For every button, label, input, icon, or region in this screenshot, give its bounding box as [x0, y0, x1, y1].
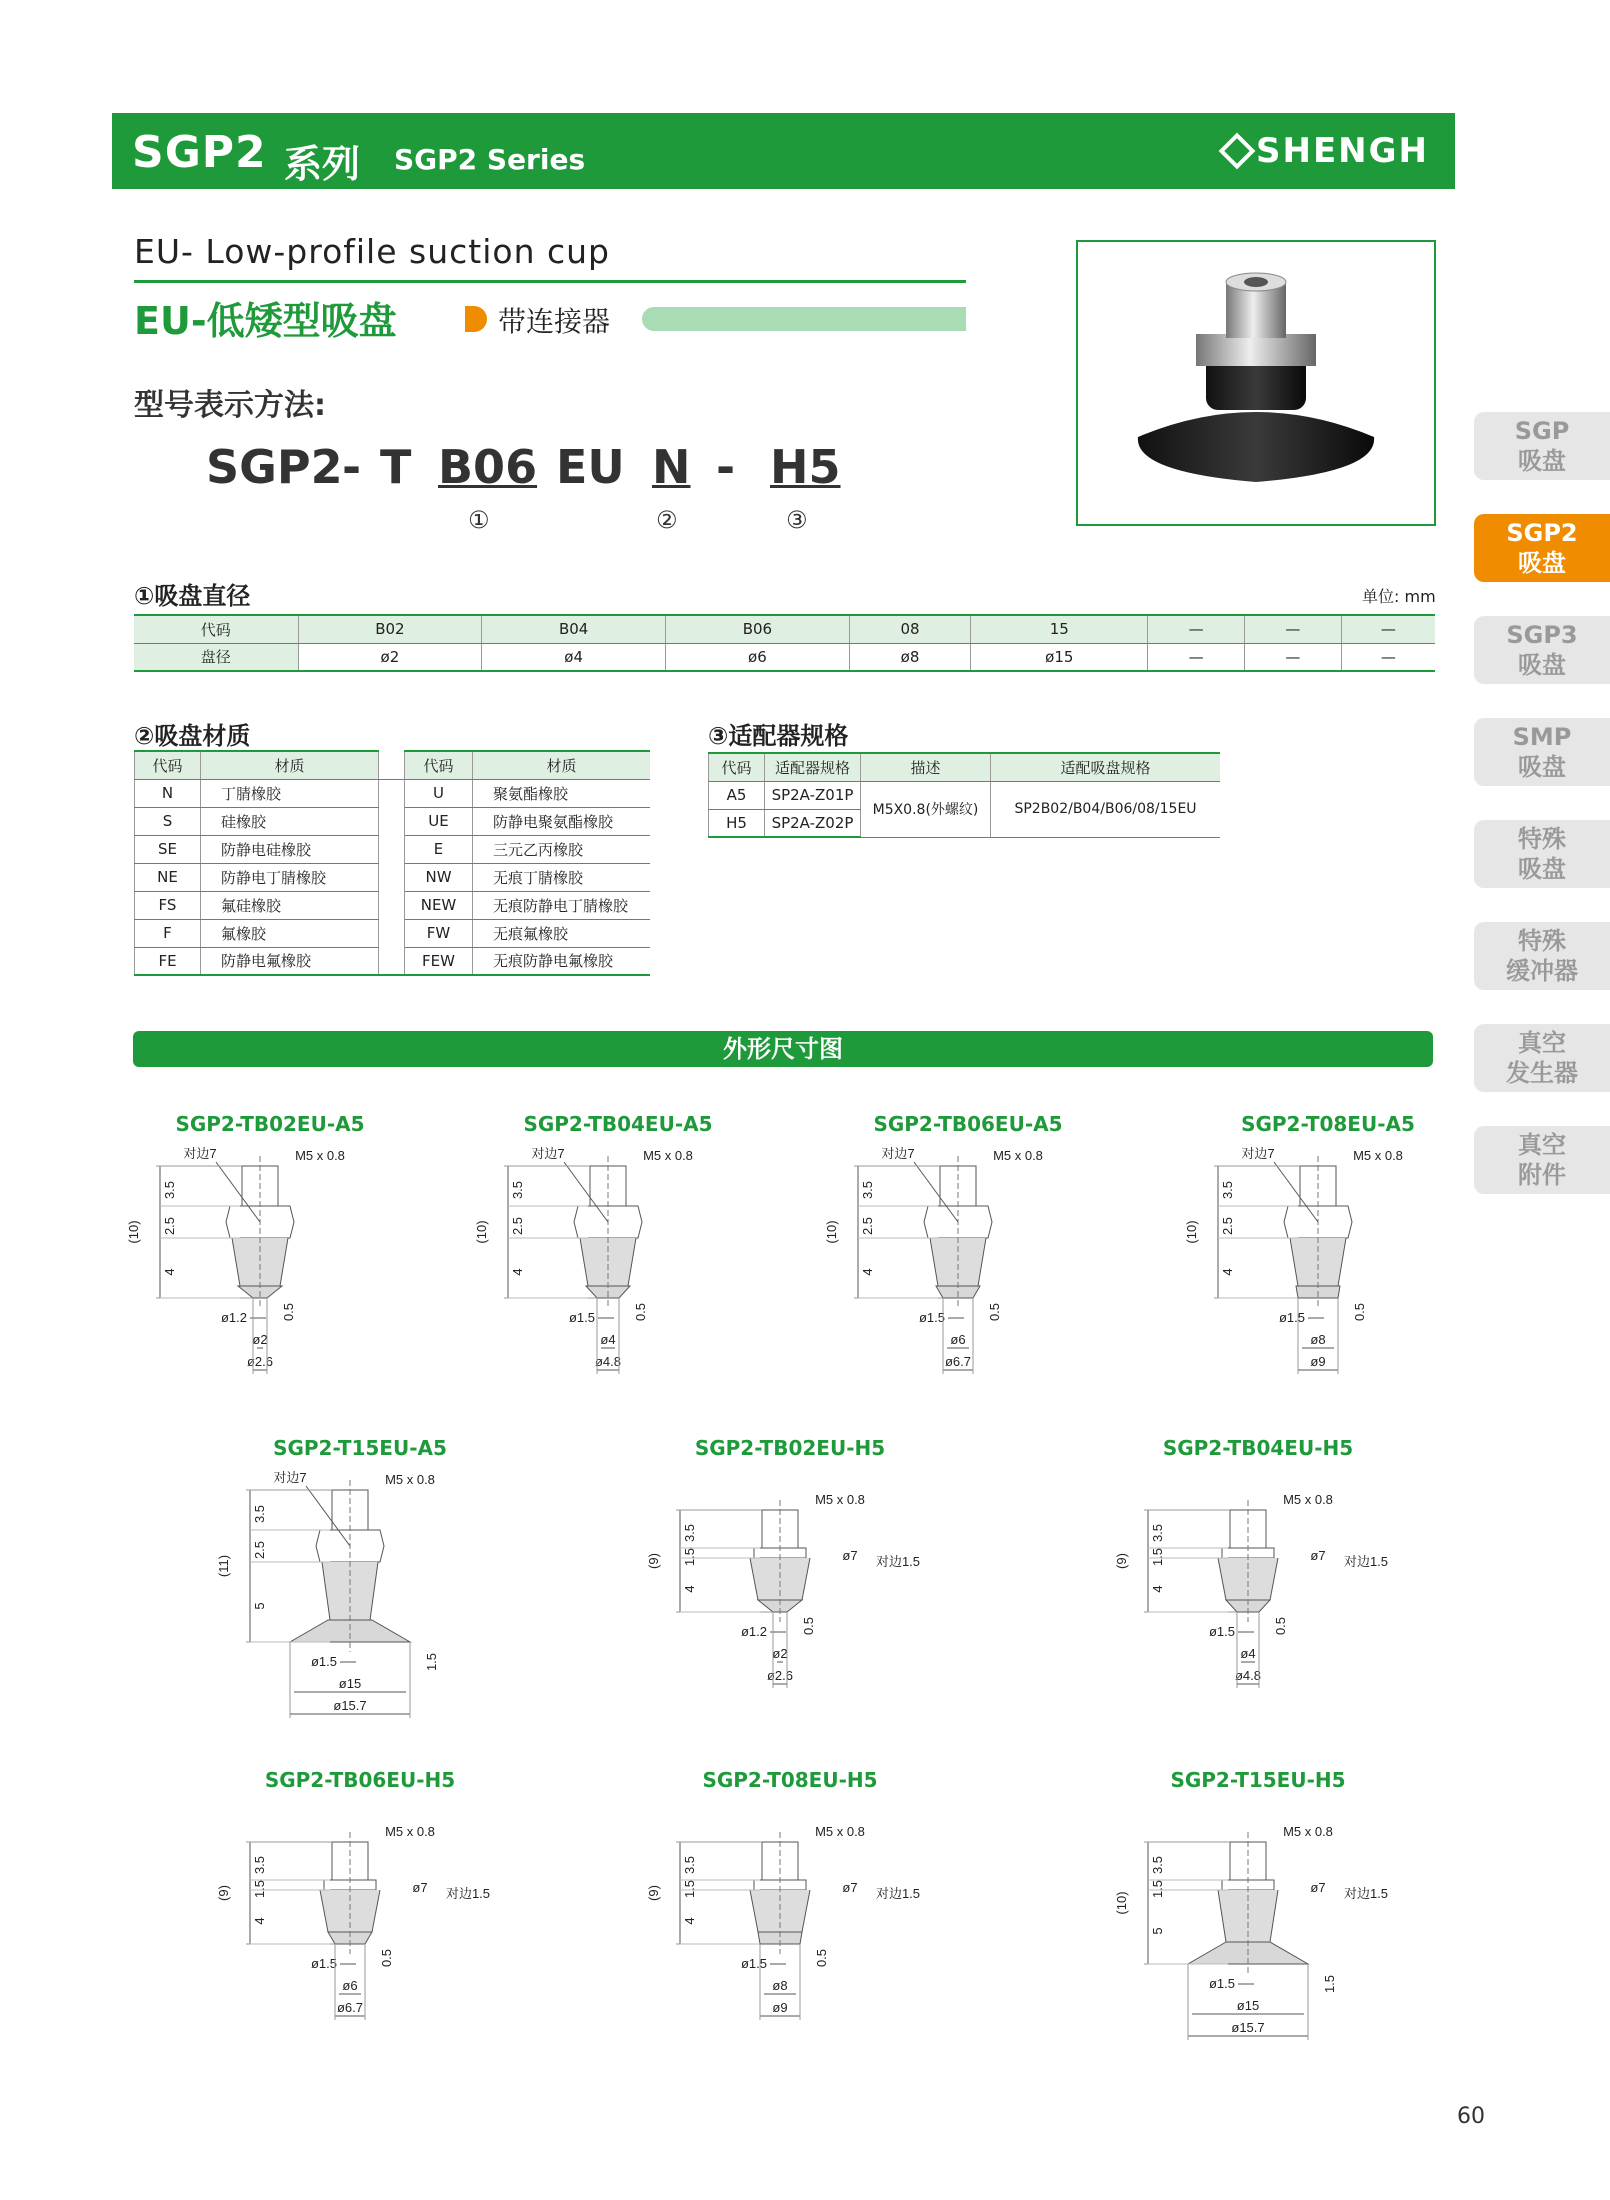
svg-text:1.5: 1.5	[1150, 1547, 1165, 1567]
section-material-title: ②吸盘材质	[134, 722, 251, 750]
drawing-svg	[1108, 1792, 1408, 2086]
svg-text:1.5: 1.5	[424, 1652, 439, 1672]
svg-text:ø1.5: ø1.5	[568, 1310, 596, 1325]
drawing-title: SGP2-TB06EU-H5	[264, 1768, 456, 1792]
series-cn: 系列	[284, 142, 361, 186]
drawing-title: SGP2-T15EU-A5	[273, 1436, 447, 1460]
svg-text:0.5: 0.5	[379, 1948, 394, 1968]
page-number: 60	[1457, 2104, 1485, 2129]
table-cell: 聚氨酯橡胶	[473, 779, 651, 807]
table-row	[135, 835, 651, 863]
drawing-title: SGP2-TB06EU-A5	[873, 1112, 1063, 1136]
svg-text:ø2: ø2	[252, 1332, 268, 1347]
svg-text:3.5: 3.5	[1150, 1855, 1165, 1875]
svg-text:ø1.5: ø1.5	[1208, 1624, 1236, 1639]
svg-text:ø15.7: ø15.7	[333, 1698, 367, 1713]
sidebar-sublabel: 吸盘	[1518, 447, 1566, 475]
svg-text:ø7: ø7	[842, 1548, 858, 1563]
table-cell: NW	[405, 863, 473, 891]
col-header: 适配吸盘规格	[991, 753, 1221, 781]
table-cell: 硅橡胶	[201, 807, 379, 835]
marker-3: ③	[786, 506, 808, 534]
svg-text:ø7: ø7	[1310, 1548, 1326, 1563]
svg-text:3.5: 3.5	[682, 1855, 697, 1875]
table-cell: U	[405, 779, 473, 807]
dimension-drawing	[1108, 1768, 1408, 2086]
connector-marker-icon	[465, 306, 487, 332]
table-cell: B04	[482, 615, 666, 643]
table-cell: ø2	[298, 643, 482, 671]
table-cell: 无痕丁腈橡胶	[473, 863, 651, 891]
svg-text:0.5: 0.5	[814, 1948, 829, 1968]
table-cell: B06	[666, 615, 850, 643]
table-cell: —	[1148, 643, 1245, 671]
series-code: SGP2	[132, 127, 267, 178]
table-cell: B02	[298, 615, 482, 643]
svg-text:3.5: 3.5	[510, 1180, 525, 1200]
svg-text:1.5: 1.5	[1150, 1879, 1165, 1899]
svg-text:(11): (11)	[216, 1554, 231, 1578]
svg-text:对边1.5: 对边1.5	[1343, 1886, 1389, 1901]
table-cell: A5	[709, 781, 765, 809]
svg-text:4: 4	[682, 1917, 697, 1925]
dimension-drawing	[640, 1768, 940, 2066]
table-cell: SP2A-Z02P	[765, 809, 861, 837]
svg-text:0.5: 0.5	[281, 1302, 296, 1322]
table-cell: SP2B02/B04/B06/08/15EU	[991, 781, 1221, 837]
table-cell: F	[135, 919, 201, 947]
svg-text:M5 x 0.8: M5 x 0.8	[1353, 1148, 1403, 1163]
svg-text:0.5: 0.5	[633, 1302, 648, 1322]
svg-text:M5 x 0.8: M5 x 0.8	[1283, 1492, 1333, 1507]
sidebar-item[interactable]	[1474, 1126, 1610, 1194]
svg-text:(9): (9)	[646, 1553, 661, 1569]
drawing-svg	[818, 1136, 1118, 1410]
svg-text:3.5: 3.5	[252, 1504, 267, 1524]
svg-text:2.5: 2.5	[1220, 1216, 1235, 1236]
svg-text:4: 4	[162, 1268, 177, 1276]
svg-text:ø1.5: ø1.5	[1208, 1976, 1236, 1991]
svg-text:ø7: ø7	[1310, 1880, 1326, 1895]
series-en: SGP2 Series	[394, 143, 586, 176]
svg-text:5: 5	[1150, 1927, 1165, 1935]
dimension-drawing	[120, 1112, 420, 1410]
table-cell: ø15	[971, 643, 1148, 671]
unit-label: 单位: mm	[1362, 587, 1436, 606]
dimension-bar: 外形尺寸图	[133, 1031, 1433, 1067]
svg-text:4: 4	[860, 1268, 875, 1276]
code-part: B06	[438, 440, 538, 494]
drawing-svg	[1178, 1136, 1478, 1410]
sidebar-item[interactable]	[1474, 616, 1610, 684]
code-part: T	[380, 440, 412, 494]
svg-text:ø4.8: ø4.8	[594, 1354, 622, 1369]
sidebar-item[interactable]	[1474, 922, 1610, 990]
svg-text:ø7: ø7	[842, 1880, 858, 1895]
drawing-title: SGP2-TB02EU-A5	[175, 1112, 365, 1136]
table-cell: 无痕氟橡胶	[473, 919, 651, 947]
svg-text:ø15: ø15	[1236, 1998, 1260, 2013]
title-cn: EU-低矮型吸盘	[134, 299, 397, 343]
table-cell: E	[405, 835, 473, 863]
drawing-svg	[640, 1792, 940, 2066]
table-cell: ø8	[849, 643, 971, 671]
drawing-svg	[210, 1792, 510, 2066]
row-label: 盘径	[134, 643, 298, 671]
svg-text:0.5: 0.5	[801, 1616, 816, 1636]
sidebar-sublabel: 附件	[1518, 1161, 1566, 1189]
table-cell: 08	[849, 615, 971, 643]
svg-text:ø6.7: ø6.7	[336, 2000, 364, 2015]
svg-text:2.5: 2.5	[860, 1216, 875, 1236]
svg-text:ø15: ø15	[338, 1676, 362, 1691]
table-cell: H5	[709, 809, 765, 837]
svg-text:ø7: ø7	[412, 1880, 428, 1895]
svg-text:ø1.5: ø1.5	[918, 1310, 946, 1325]
svg-text:ø9: ø9	[772, 2000, 788, 2015]
svg-text:3.5: 3.5	[252, 1855, 267, 1875]
sidebar-label: 真空	[1518, 1131, 1566, 1159]
dimension-drawing	[818, 1112, 1118, 1410]
svg-text:4: 4	[1150, 1585, 1165, 1593]
sidebar-sublabel: 发生器	[1506, 1059, 1578, 1087]
col-header: 适配器规格	[765, 753, 861, 781]
svg-text:M5 x 0.8: M5 x 0.8	[993, 1148, 1043, 1163]
svg-text:2.5: 2.5	[162, 1216, 177, 1236]
svg-text:(10): (10)	[1114, 1891, 1129, 1915]
code-part: EU	[556, 440, 625, 494]
drawing-title: SGP2-TB04EU-H5	[1162, 1436, 1354, 1460]
material-table	[134, 750, 650, 976]
table-cell: 15	[971, 615, 1148, 643]
sidebar-sublabel: 吸盘	[1518, 549, 1566, 577]
sidebar-sublabel: 缓冲器	[1506, 957, 1578, 985]
svg-text:ø4: ø4	[1240, 1646, 1256, 1661]
svg-text:ø4.8: ø4.8	[1234, 1668, 1262, 1683]
table-cell: 防静电聚氨酯橡胶	[473, 807, 651, 835]
drawing-title: SGP2-TB04EU-A5	[523, 1112, 713, 1136]
table-cell: ø4	[482, 643, 666, 671]
svg-text:对边1.5: 对边1.5	[875, 1886, 921, 1901]
svg-text:ø1.2: ø1.2	[740, 1624, 768, 1639]
dimension-drawing	[1178, 1112, 1478, 1410]
svg-text:对边1.5: 对边1.5	[445, 1886, 491, 1901]
dimension-drawing	[210, 1768, 510, 2066]
row-label: 代码	[134, 615, 298, 643]
col-header: 材质	[473, 751, 651, 779]
svg-text:ø8: ø8	[772, 1978, 788, 1993]
table-cell: 防静电硅橡胶	[201, 835, 379, 863]
diameter-table	[134, 614, 1435, 672]
table-cell: NE	[135, 863, 201, 891]
table-cell: 三元乙丙橡胶	[473, 835, 651, 863]
sidebar-label: SGP3	[1506, 621, 1578, 649]
col-header: 代码	[709, 753, 765, 781]
svg-text:对边7: 对边7	[1241, 1146, 1275, 1161]
table-row	[135, 779, 651, 807]
table-cell: FW	[405, 919, 473, 947]
table-cell: —	[1244, 643, 1341, 671]
table-cell: 防静电丁腈橡胶	[201, 863, 379, 891]
marker-2: ②	[656, 506, 678, 534]
svg-text:对边7: 对边7	[273, 1470, 307, 1485]
svg-text:ø1.5: ø1.5	[740, 1956, 768, 1971]
svg-text:M5 x 0.8: M5 x 0.8	[385, 1824, 435, 1839]
table-cell: S	[135, 807, 201, 835]
table-cell: —	[1341, 615, 1435, 643]
sidebar-sublabel: 吸盘	[1518, 651, 1566, 679]
svg-text:M5 x 0.8: M5 x 0.8	[295, 1148, 345, 1163]
drawing-title: SGP2-T08EU-A5	[1241, 1112, 1415, 1136]
svg-text:3.5: 3.5	[682, 1523, 697, 1543]
dimension-drawing	[210, 1436, 510, 1754]
col-header: 代码	[135, 751, 201, 779]
svg-text:ø6: ø6	[342, 1978, 358, 1993]
svg-text:对边1.5: 对边1.5	[1343, 1554, 1389, 1569]
code-part: SGP2	[206, 440, 343, 494]
svg-text:0.5: 0.5	[987, 1302, 1002, 1322]
svg-text:ø9: ø9	[1310, 1354, 1326, 1369]
table-row	[135, 891, 651, 919]
sidebar-label: SMP	[1512, 723, 1572, 751]
svg-text:(10): (10)	[126, 1220, 141, 1244]
table-cell: M5X0.8(外螺纹)	[861, 781, 991, 837]
table-cell: —	[1244, 615, 1341, 643]
brand-logo: SHENGH	[1224, 131, 1429, 171]
table-cell: SE	[135, 835, 201, 863]
table-cell: 无痕防静电氟橡胶	[473, 947, 651, 975]
sidebar-item[interactable]	[1474, 1024, 1610, 1092]
table-cell: 丁腈橡胶	[201, 779, 379, 807]
table-cell: FEW	[405, 947, 473, 975]
dimension-drawing	[1108, 1436, 1408, 1734]
col-header: 材质	[201, 751, 379, 779]
drawing-svg	[210, 1460, 510, 1754]
svg-text:1.5: 1.5	[252, 1879, 267, 1899]
table-row	[135, 947, 651, 975]
svg-text:ø1.5: ø1.5	[310, 1956, 338, 1971]
code-part: N	[652, 440, 691, 494]
sidebar-label: 真空	[1518, 1029, 1566, 1057]
svg-text:对边7: 对边7	[183, 1146, 217, 1161]
svg-text:对边1.5: 对边1.5	[875, 1554, 921, 1569]
svg-text:(10): (10)	[824, 1220, 839, 1244]
code-part: -	[716, 440, 736, 494]
svg-text:3.5: 3.5	[1220, 1180, 1235, 1200]
svg-text:ø6.7: ø6.7	[944, 1354, 972, 1369]
table-cell: NEW	[405, 891, 473, 919]
decor-pill	[642, 307, 966, 331]
drawing-svg	[1108, 1460, 1408, 1734]
sidebar-label: 特殊	[1518, 825, 1566, 853]
table-cell: N	[135, 779, 201, 807]
logo-diamond-icon	[1219, 133, 1256, 170]
model-heading: 型号表示方法:	[134, 388, 326, 423]
svg-text:M5 x 0.8: M5 x 0.8	[385, 1472, 435, 1487]
svg-text:0.5: 0.5	[1273, 1616, 1288, 1636]
sidebar-item[interactable]	[1474, 820, 1610, 888]
sidebar-label: 特殊	[1518, 927, 1566, 955]
svg-text:2.5: 2.5	[252, 1540, 267, 1560]
table-row	[135, 863, 651, 891]
table-row	[135, 919, 651, 947]
table-row	[135, 807, 651, 835]
svg-text:1.5: 1.5	[1322, 1974, 1337, 1994]
svg-text:ø4: ø4	[600, 1332, 616, 1347]
svg-text:M5 x 0.8: M5 x 0.8	[815, 1824, 865, 1839]
col-header: 代码	[405, 751, 473, 779]
title-divider	[134, 280, 966, 283]
svg-text:4: 4	[510, 1268, 525, 1276]
svg-text:3.5: 3.5	[1150, 1523, 1165, 1543]
svg-text:3.5: 3.5	[162, 1180, 177, 1200]
table-cell: 氟硅橡胶	[201, 891, 379, 919]
adapter-table	[708, 752, 1220, 838]
drawing-title: SGP2-TB02EU-H5	[694, 1436, 886, 1460]
svg-text:M5 x 0.8: M5 x 0.8	[1283, 1824, 1333, 1839]
drawing-title: SGP2-T15EU-H5	[1170, 1768, 1346, 1792]
marker-1: ①	[468, 506, 490, 534]
table-cell: 防静电氟橡胶	[201, 947, 379, 975]
sidebar-label: SGP2	[1506, 519, 1578, 547]
dimension-drawing	[640, 1436, 940, 1734]
svg-text:ø1.5: ø1.5	[310, 1654, 338, 1669]
header-banner	[112, 113, 1455, 189]
drawing-svg	[120, 1136, 420, 1410]
sidebar-item[interactable]	[1474, 412, 1610, 480]
table-cell: 氟橡胶	[201, 919, 379, 947]
svg-text:ø1.2: ø1.2	[220, 1310, 248, 1325]
svg-text:ø2.6: ø2.6	[246, 1354, 274, 1369]
svg-text:(10): (10)	[1184, 1220, 1199, 1244]
table-cell: SP2A-Z01P	[765, 781, 861, 809]
sidebar-item[interactable]	[1474, 718, 1610, 786]
dimension-drawing	[468, 1112, 768, 1410]
svg-text:(9): (9)	[646, 1885, 661, 1901]
sidebar-label: SGP	[1514, 417, 1570, 445]
product-photo	[1076, 240, 1436, 526]
svg-text:对边7: 对边7	[531, 1146, 565, 1161]
svg-text:M5 x 0.8: M5 x 0.8	[815, 1492, 865, 1507]
svg-text:ø6: ø6	[950, 1332, 966, 1347]
table-cell: FS	[135, 891, 201, 919]
code-part: -	[342, 440, 362, 494]
svg-text:4: 4	[1220, 1268, 1235, 1276]
svg-text:ø2.6: ø2.6	[766, 1668, 794, 1683]
svg-text:2.5: 2.5	[510, 1216, 525, 1236]
table-cell: ø6	[666, 643, 850, 671]
sidebar-sublabel: 吸盘	[1518, 753, 1566, 781]
svg-text:ø2: ø2	[772, 1646, 788, 1661]
table-cell: UE	[405, 807, 473, 835]
drawing-svg	[468, 1136, 768, 1410]
col-header: 描述	[861, 753, 991, 781]
drawing-svg	[640, 1460, 940, 1734]
svg-text:(9): (9)	[216, 1885, 231, 1901]
table-cell: —	[1341, 643, 1435, 671]
connector-label: 带连接器	[498, 305, 611, 338]
code-part: H5	[770, 440, 841, 494]
svg-text:M5 x 0.8: M5 x 0.8	[643, 1148, 693, 1163]
svg-text:3.5: 3.5	[860, 1180, 875, 1200]
svg-text:ø8: ø8	[1310, 1332, 1326, 1347]
svg-text:对边7: 对边7	[881, 1146, 915, 1161]
section-diameter-title: ①吸盘直径	[134, 582, 251, 610]
table-cell: 无痕防静电丁腈橡胶	[473, 891, 651, 919]
svg-text:4: 4	[252, 1917, 267, 1925]
sidebar-item[interactable]	[1474, 514, 1610, 582]
section-adapter-title: ③适配器规格	[708, 722, 849, 750]
table-cell: FE	[135, 947, 201, 975]
svg-text:(9): (9)	[1114, 1553, 1129, 1569]
svg-text:0.5: 0.5	[1352, 1302, 1367, 1322]
svg-text:4: 4	[682, 1585, 697, 1593]
sidebar-sublabel: 吸盘	[1518, 855, 1566, 883]
svg-text:1.5: 1.5	[682, 1547, 697, 1567]
svg-text:5: 5	[252, 1602, 267, 1610]
drawing-title: SGP2-T08EU-H5	[702, 1768, 878, 1792]
title-en: EU- Low-profile suction cup	[134, 232, 610, 271]
table-cell: —	[1148, 615, 1245, 643]
svg-text:1.5: 1.5	[682, 1879, 697, 1899]
svg-text:ø15.7: ø15.7	[1231, 2020, 1265, 2035]
svg-text:ø1.5: ø1.5	[1278, 1310, 1306, 1325]
svg-text:(10): (10)	[474, 1220, 489, 1244]
